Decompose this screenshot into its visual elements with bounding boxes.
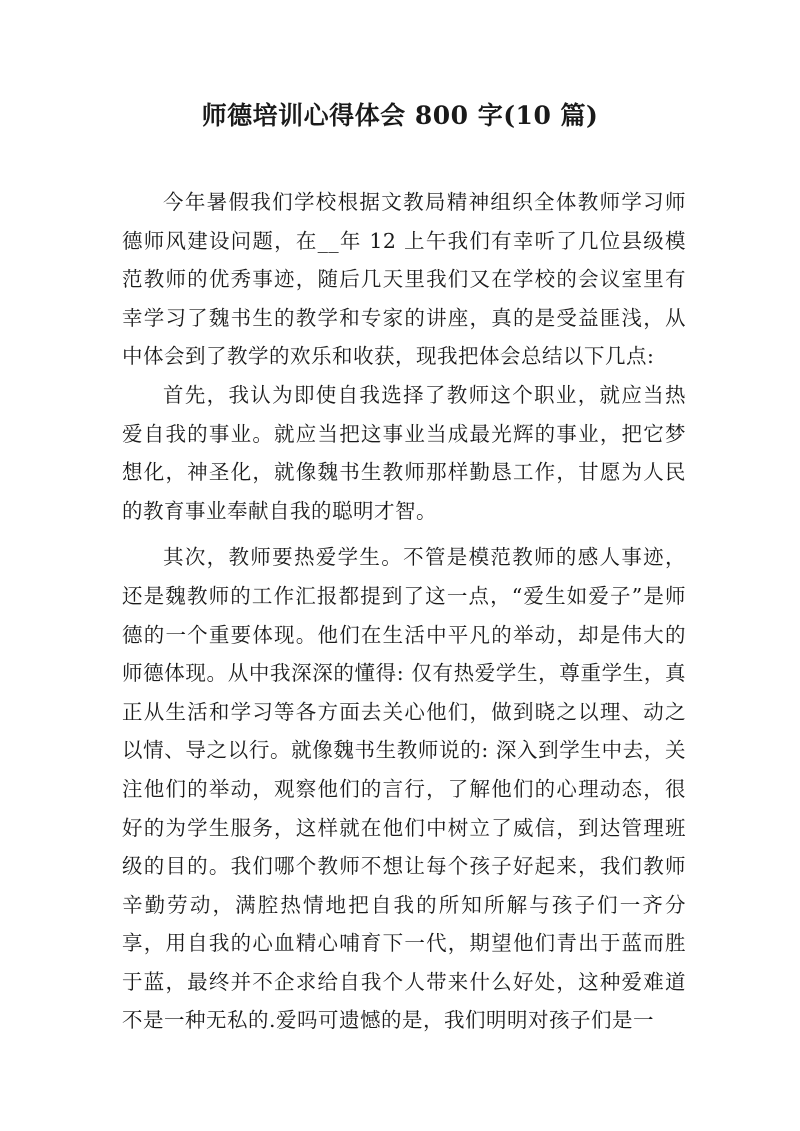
paragraph-first-point: 首先，我认为即使自我选择了教师这个职业，就应当热爱自我的事业。就应当把这事业当成最光辉的事业，把它梦想化，神圣化，就像魏书生教师那样勤恳工作，甘愿为人民的教育事业奉献自我的聪明才智。 <box>122 382 686 523</box>
paragraph-second-point: 其次，教师要热爱学生。不管是模范教师的感人事迹，还是魏教师的工作汇报都提到了这一点，“爱生如爱子”是师德的一个重要体现。他们在生活中平凡的举动，却是伟大的师德体现。从中我深深的懂得: 仅有热爱学生，尊重学生，真正从生活和学习等各方面去关心他们，做到晓之以理、动之以情、导之以行。就像魏书生教师说的: 深入到学生中去，关注他们的举动，观察他们的言行，了解他们的心理动态，很好的为学生服务，这样就在他们中树立了威信，到达管理班级的目的。我们哪个教师不想让每个孩子好起来，我们教师辛勤劳动，满腔热情地把自我的所知所解与孩子们一齐分享，用自我的心血精心哺育下一代，期望他们青出于蓝而胜于蓝，最终并不企求给自我个人带来什么好处，这种爱难道不是一种无私的.爱吗可遗憾的是，我们明明对孩子们是一 <box>122 545 686 1033</box>
document-title: 师德培训心得体会 800 字(10 篇) <box>201 101 599 130</box>
document-body <box>122 183 686 1040</box>
paragraph-intro: 今年暑假我们学校根据文教局精神组织全体教师学习师德师风建设问题，在__年 12 上午我们有幸听了几位县级模范教师的优秀事迹，随后几天里我们又在学校的会议室里有幸学习了魏书生的教学和专家的讲座，真的是受益匪浅，从中体会到了教学的欢乐和收获，现我把体会总结以下几点: <box>122 190 686 369</box>
